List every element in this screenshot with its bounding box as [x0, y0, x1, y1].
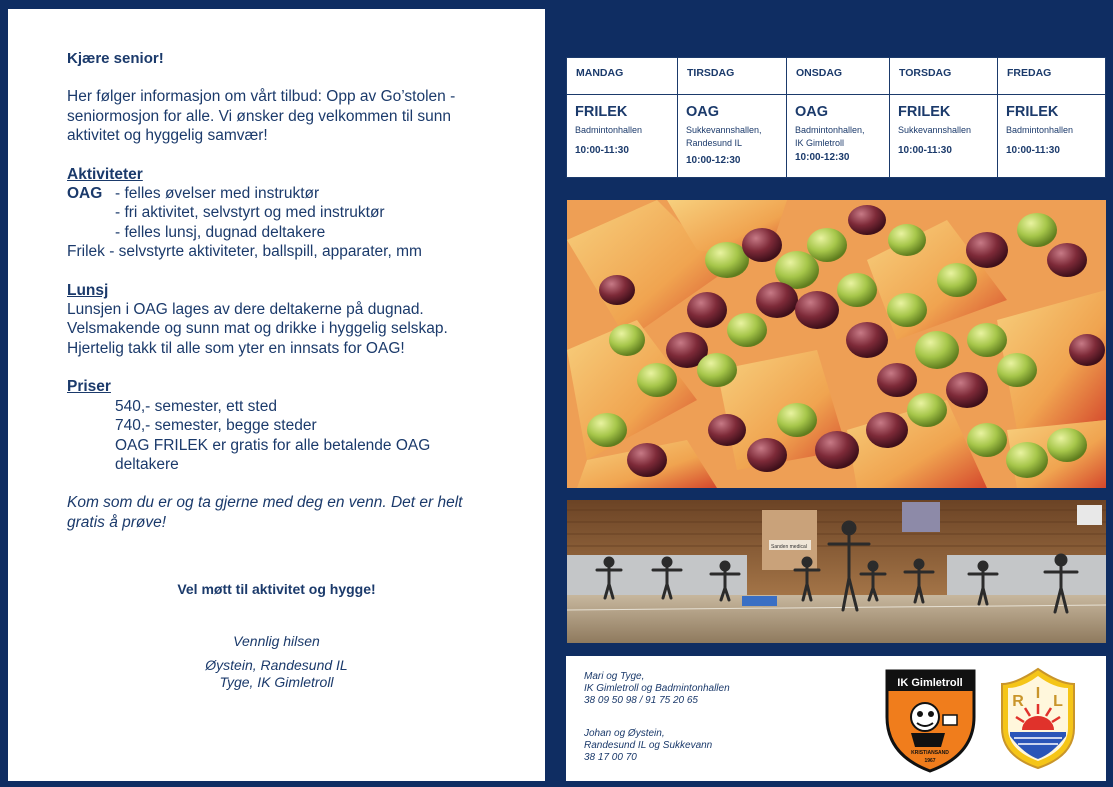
greeting: Kjære senior! [67, 50, 164, 67]
oag-label: OAG [67, 185, 103, 203]
fruit-salad-photo [567, 200, 1106, 488]
oag-item: - fri aktivitet, selvstyrt og med instruktør [115, 204, 385, 222]
oag-item: - felles øvelser med instruktør [115, 185, 320, 203]
intro-paragraph [67, 87, 507, 145]
signature-line: Tyge, IK Gimletroll [219, 674, 334, 690]
schedule-place-line: Sukkevannshallen, [686, 125, 762, 135]
contact-info [584, 671, 730, 764]
lunch-line: Hjertelig takk til alle som yter en innsats for OAG! [67, 339, 405, 357]
schedule-cell [678, 95, 786, 166]
schedule-time: 10:00-11:30 [575, 145, 629, 156]
schedule-cell [998, 95, 1105, 156]
schedule-time: 10:00-11:30 [1006, 145, 1060, 156]
schedule-place: Badmintonhallen [1006, 125, 1074, 135]
schedule-day: ONSDAG [787, 58, 889, 95]
schedule-place-line: Randesund IL [686, 138, 743, 148]
invite-line: gratis å prøve! [67, 513, 167, 531]
activities-section [67, 165, 507, 262]
lunch-heading: Lunsj [67, 281, 109, 299]
prices-heading: Priser [67, 378, 111, 396]
closing-block [8, 633, 545, 692]
gym-class-photo [567, 500, 1106, 643]
schedule-activity: FRILEK [1006, 104, 1059, 120]
gimletroll-logo-city: KRISTIANSAND [911, 750, 949, 756]
welcome-line: Vel møtt til aktivitet og hygge! [177, 581, 376, 597]
oag-row [67, 184, 507, 203]
schedule-day: TIRSDAG [678, 58, 786, 95]
price-line: 540,- semester, ett sted [115, 397, 277, 415]
schedule-place [686, 124, 786, 150]
ril-logo-letter: R [1012, 693, 1024, 710]
weekly-schedule-table [566, 57, 1106, 178]
schedule-time: 10:00-11:30 [898, 145, 952, 156]
lunch-line: Lunsjen i OAG lages av dere deltakerne på dugnad. [67, 301, 424, 319]
oag-item: - felles lunsj, dugnad deltakere [115, 223, 326, 241]
intro-line: Her følger informasjon om vårt tilbud: Opp av Go’stolen - [67, 88, 456, 106]
schedule-time: 10:00-12:30 [686, 155, 741, 166]
schedule-activity: FRILEK [898, 104, 951, 120]
gimletroll-logo-name: IK Gimletroll [897, 677, 963, 689]
schedule-column-thursday [889, 58, 997, 177]
intro-line: seniormosjon for alle. Vi ønsker deg velkommen til sunn [67, 107, 451, 125]
invite-paragraph [67, 493, 507, 532]
schedule-column-tuesday [677, 58, 786, 177]
gimletroll-logo-year: 1967 [924, 758, 936, 764]
signature-line: Øystein, Randesund IL [205, 656, 348, 673]
lunch-section [67, 281, 507, 359]
schedule-time: 10:00-12:30 [795, 152, 850, 163]
contact-phone: 38 17 00 70 [584, 752, 637, 764]
price-line: deltakere [115, 455, 179, 473]
gym-class-illustration [567, 500, 1106, 643]
letter-body [67, 49, 507, 532]
schedule-place [795, 124, 889, 150]
contact-names: Mari og Tyge, [584, 671, 645, 682]
lunch-line: Velsmakende og sunn mat og drikke i hyggelig selskap. [67, 320, 448, 338]
schedule-column-monday [567, 58, 677, 177]
gym-sign-text: Sanden medical [771, 544, 807, 550]
contact-org: Randesund IL og Sukkevann [584, 739, 713, 751]
ril-logo-letter: I [1035, 685, 1041, 702]
contact-phone: 38 09 50 98 / 91 75 20 65 [584, 695, 698, 707]
schedule-activity: OAG [686, 104, 720, 120]
schedule-place-line: IK Gimletroll [795, 138, 845, 148]
schedule-place: Badmintonhallen [575, 125, 643, 135]
schedule-activity: OAG [795, 104, 829, 120]
schedule-place: Sukkevannshallen [898, 125, 972, 135]
schedule-place-line: Badmintonhallen, [795, 125, 865, 135]
schedule-day: FREDAG [998, 58, 1105, 95]
price-line: 740,- semester, begge steder [115, 417, 317, 435]
contact-names: Johan og Øystein, [584, 727, 665, 739]
contact-org: IK Gimletroll og Badmintonhallen [584, 683, 730, 695]
schedule-cell [567, 95, 677, 156]
regards-line: Vennlig hilsen [233, 633, 320, 649]
schedule-activity: FRILEK [575, 104, 628, 120]
price-line: OAG FRILEK er gratis for alle betalende OAG [115, 436, 431, 454]
letter-page [8, 9, 545, 781]
schedule-cell [787, 95, 889, 163]
fruit-salad-illustration [567, 200, 1106, 488]
schedule-cell [890, 95, 997, 156]
frilek-line: Frilek - selvstyrte aktiviteter, ballspill, apparater, mm [67, 243, 422, 261]
ril-logo-letter: L [1053, 693, 1063, 710]
schedule-day: MANDAG [567, 58, 677, 95]
schedule-day: TORSDAG [890, 58, 997, 95]
invite-line: Kom som du er og ta gjerne med deg en venn. Det er helt [67, 494, 463, 512]
prices-section [67, 377, 507, 474]
randesund-il-logo [998, 666, 1078, 771]
activities-heading: Aktiviteter [67, 165, 143, 183]
schedule-column-friday [997, 58, 1105, 177]
ik-gimletroll-logo [883, 667, 978, 773]
schedule-column-wednesday [786, 58, 889, 177]
intro-line: aktivitet og hyggelig samvær! [67, 127, 268, 145]
